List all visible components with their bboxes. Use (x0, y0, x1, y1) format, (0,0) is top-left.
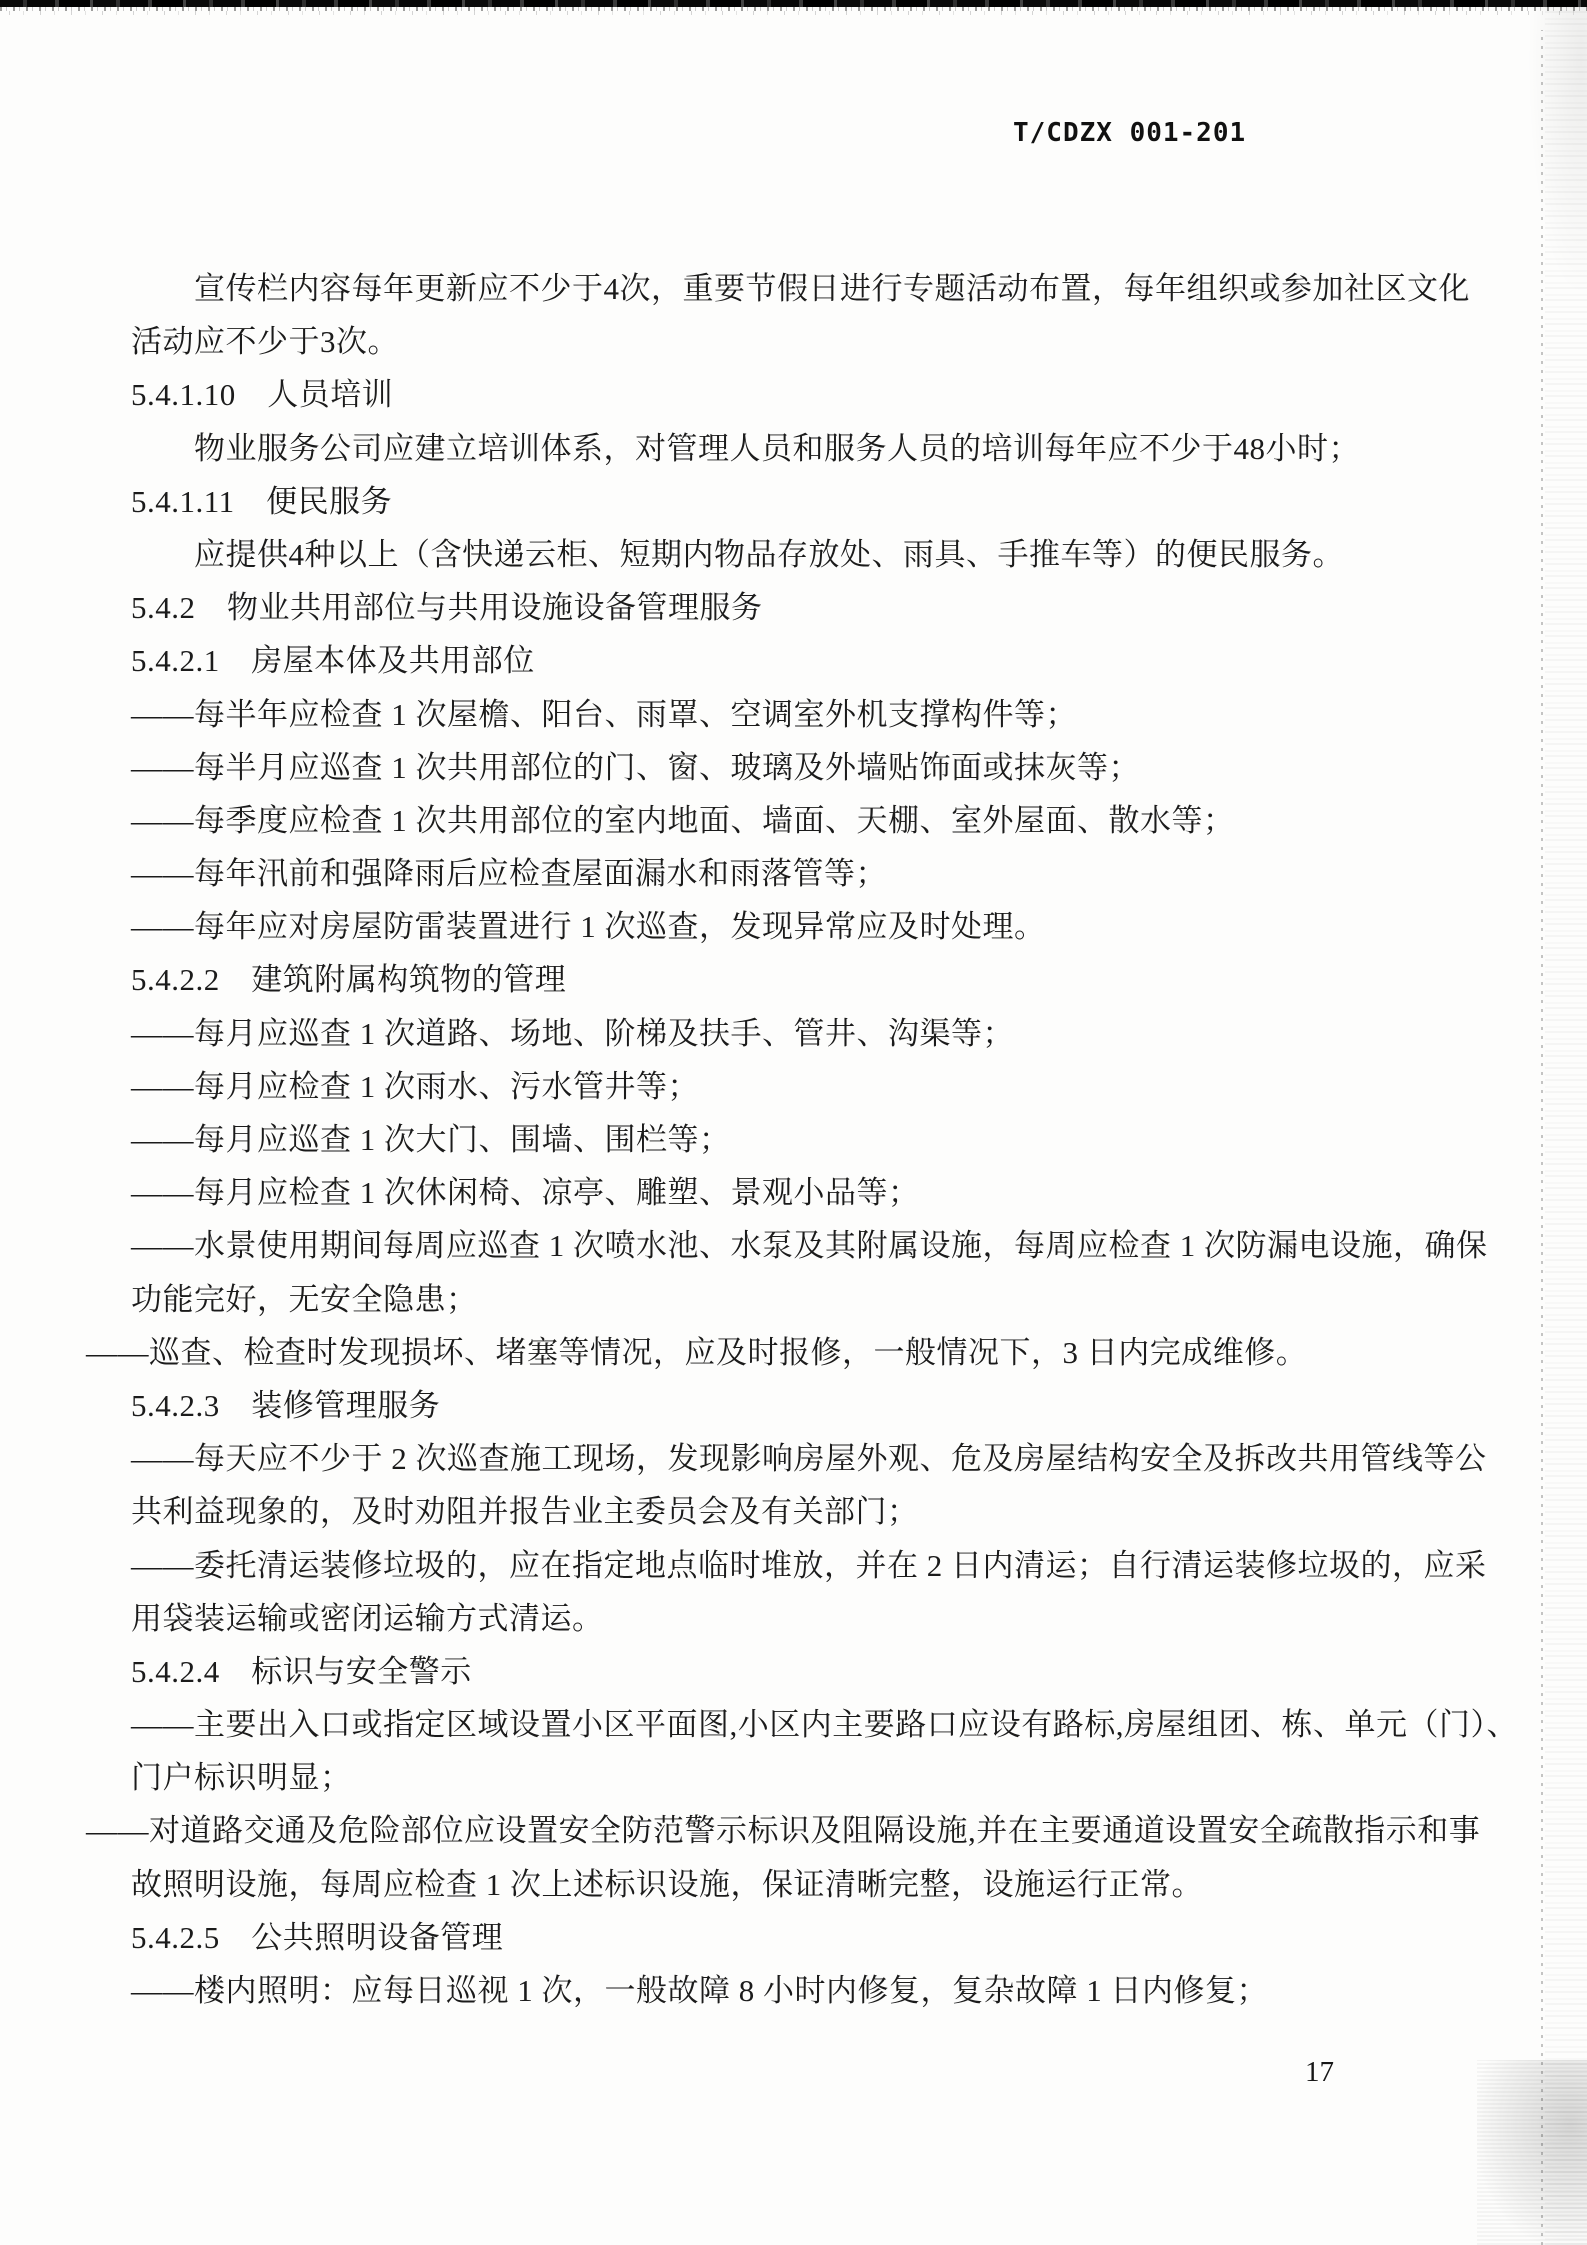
list-item-continuation: 用袋装运输或密闭运输方式清运。 (131, 1600, 604, 1636)
standard-code-header: T/CDZX 001-201 (1013, 118, 1247, 148)
list-item: ——每季度应检查 1 次共用部位的室内地面、墙面、天棚、室外屋面、散水等； (131, 802, 1235, 838)
list-item: ——主要出入口或指定区域设置小区平面图,小区内主要路口应设有路标,房屋组团、栋、单元（门）、 (131, 1707, 1518, 1743)
document-body (86, 262, 1518, 2017)
list-item: ——每年应对房屋防雷装置进行 1 次巡查，发现异常应及时处理。 (131, 909, 1046, 945)
list-item-continuation: 共利益现象的，及时劝阻并报告业主委员会及有关部门； (131, 1494, 919, 1530)
scan-artifact-right-edge (1545, 0, 1587, 2245)
section-heading: 5.4.2.4 标识与安全警示 (131, 1653, 472, 1689)
list-item: ——对道路交通及危险部位应设置安全防范警示标识及阻隔设施,并在主要通道设置安全疏散指示和事 (86, 1813, 1481, 1849)
paragraph-line: 活动应不少于3次。 (131, 324, 399, 360)
list-item: ——每月应检查 1 次休闲椅、凉亭、雕塑、景观小品等； (131, 1175, 920, 1211)
list-item: ——巡查、检查时发现损坏、堵塞等情况，应及时报修，一般情况下，3 日内完成维修。 (86, 1334, 1308, 1370)
section-heading: 5.4.2.5 公共照明设备管理 (131, 1919, 504, 1955)
list-item: ——每月应巡查 1 次大门、围墙、围栏等； (131, 1122, 731, 1157)
list-item: ——每半年应检查 1 次屋檐、阳台、雨罩、空调室外机支撑构件等； (131, 696, 1077, 732)
paragraph-line: 物业服务公司应建立培训体系，对管理人员和服务人员的培训每年应不少于48小时； (194, 430, 1360, 466)
list-item-continuation: 故照明设施，每周应检查 1 次上述标识设施，保证清晰完整，设施运行正常。 (131, 1866, 1203, 1902)
list-item: ——每天应不少于 2 次巡查施工现场，发现影响房屋外观、危及房屋结构安全及拆改共用管线等公 (131, 1441, 1487, 1477)
list-item-continuation: 门户标识明显； (131, 1760, 352, 1796)
scan-artifact-top-edge (0, 0, 1587, 16)
list-item: ——每半月应巡查 1 次共用部位的门、窗、玻璃及外墙贴饰面或抹灰等； (131, 749, 1140, 785)
section-heading: 5.4.2.1 房屋本体及共用部位 (131, 643, 535, 679)
paragraph-line: 应提供4种以上（含快递云柜、短期内物品存放处、雨具、手推车等）的便民服务。 (194, 536, 1344, 572)
section-heading: 5.4.2.3 装修管理服务 (131, 1387, 441, 1423)
list-item: ——每月应巡查 1 次道路、场地、阶梯及扶手、管井、沟渠等； (131, 1015, 1014, 1051)
list-item: ——每年汛前和强降雨后应检查屋面漏水和雨落管等； (131, 856, 887, 892)
page-number: 17 (1305, 2056, 1334, 2088)
list-item: ——楼内照明：应每日巡视 1 次，一般故障 8 小时内修复，复杂故障 1 日内修复； (131, 1973, 1268, 2008)
scan-artifact-smudge-bottom-right (1477, 2060, 1587, 2245)
section-heading: 5.4.1.10 人员培训 (131, 377, 394, 413)
section-heading: 5.4.1.11 便民服务 (131, 483, 393, 519)
list-item: ——水景使用期间每周应巡查 1 次喷水池、水泵及其附属设施，每周应检查 1 次防漏电设施，确保 (131, 1228, 1488, 1264)
section-heading: 5.4.2 物业共用部位与共用设施设备管理服务 (131, 590, 763, 626)
section-heading: 5.4.2.2 建筑附属构筑物的管理 (131, 962, 567, 998)
list-item-continuation: 功能完好，无安全隐患； (131, 1281, 478, 1317)
paragraph-line: 宣传栏内容每年更新应不少于4次，重要节假日进行专题活动布置，每年组织或参加社区文化 (194, 271, 1470, 306)
list-item: ——每月应检查 1 次雨水、污水管井等； (131, 1068, 699, 1104)
list-item: ——委托清运装修垃圾的，应在指定地点临时堆放，并在 2 日内清运；自行清运装修垃圾的，应采 (131, 1547, 1487, 1583)
scan-artifact-vertical-line (1541, 30, 1543, 2245)
scan-artifact-smudge-top-right (1527, 0, 1587, 300)
